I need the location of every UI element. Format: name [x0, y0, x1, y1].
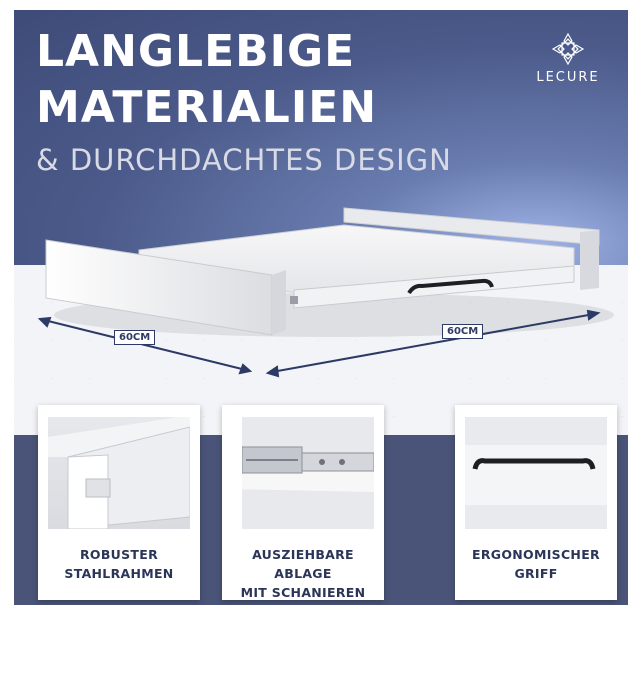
feature-photo-pullout [232, 417, 374, 529]
brand-name: LECURE [536, 70, 600, 85]
feature-caption-frame [38, 545, 200, 583]
feature-caption-line-1: AUSZIEHBARE ABLAGE [252, 547, 354, 581]
feature-card-pullout [222, 405, 384, 600]
depth-dimension-label: 60CM [114, 330, 155, 345]
lotus-icon [551, 32, 585, 66]
feature-caption-line-2: GRIFF [514, 566, 558, 581]
width-dimension-label: 60CM [442, 324, 483, 339]
feature-caption-line-2: STAHLRAHMEN [64, 566, 174, 581]
feature-caption-line-1: ERGONOMISCHER [472, 547, 600, 562]
feature-caption-line-2: MIT SCHANIEREN [240, 585, 366, 600]
feature-caption-handle [455, 545, 617, 583]
brand-logo [526, 32, 610, 85]
feature-card-handle [455, 405, 617, 600]
feature-card-frame [38, 405, 200, 600]
headline-line-2: MATERIALIEN [36, 82, 378, 133]
feature-caption-pullout [222, 545, 384, 602]
product-banner [14, 10, 628, 605]
pull-out-shelf-illustration [14, 190, 628, 390]
feature-photo-handle [465, 417, 607, 529]
headline-line-1: LANGLEBIGE [36, 26, 356, 77]
feature-caption-line-1: ROBUSTER [79, 547, 159, 562]
feature-photo-frame [48, 417, 190, 529]
headline-line-3: & DURCHDACHTES DESIGN [36, 143, 452, 177]
